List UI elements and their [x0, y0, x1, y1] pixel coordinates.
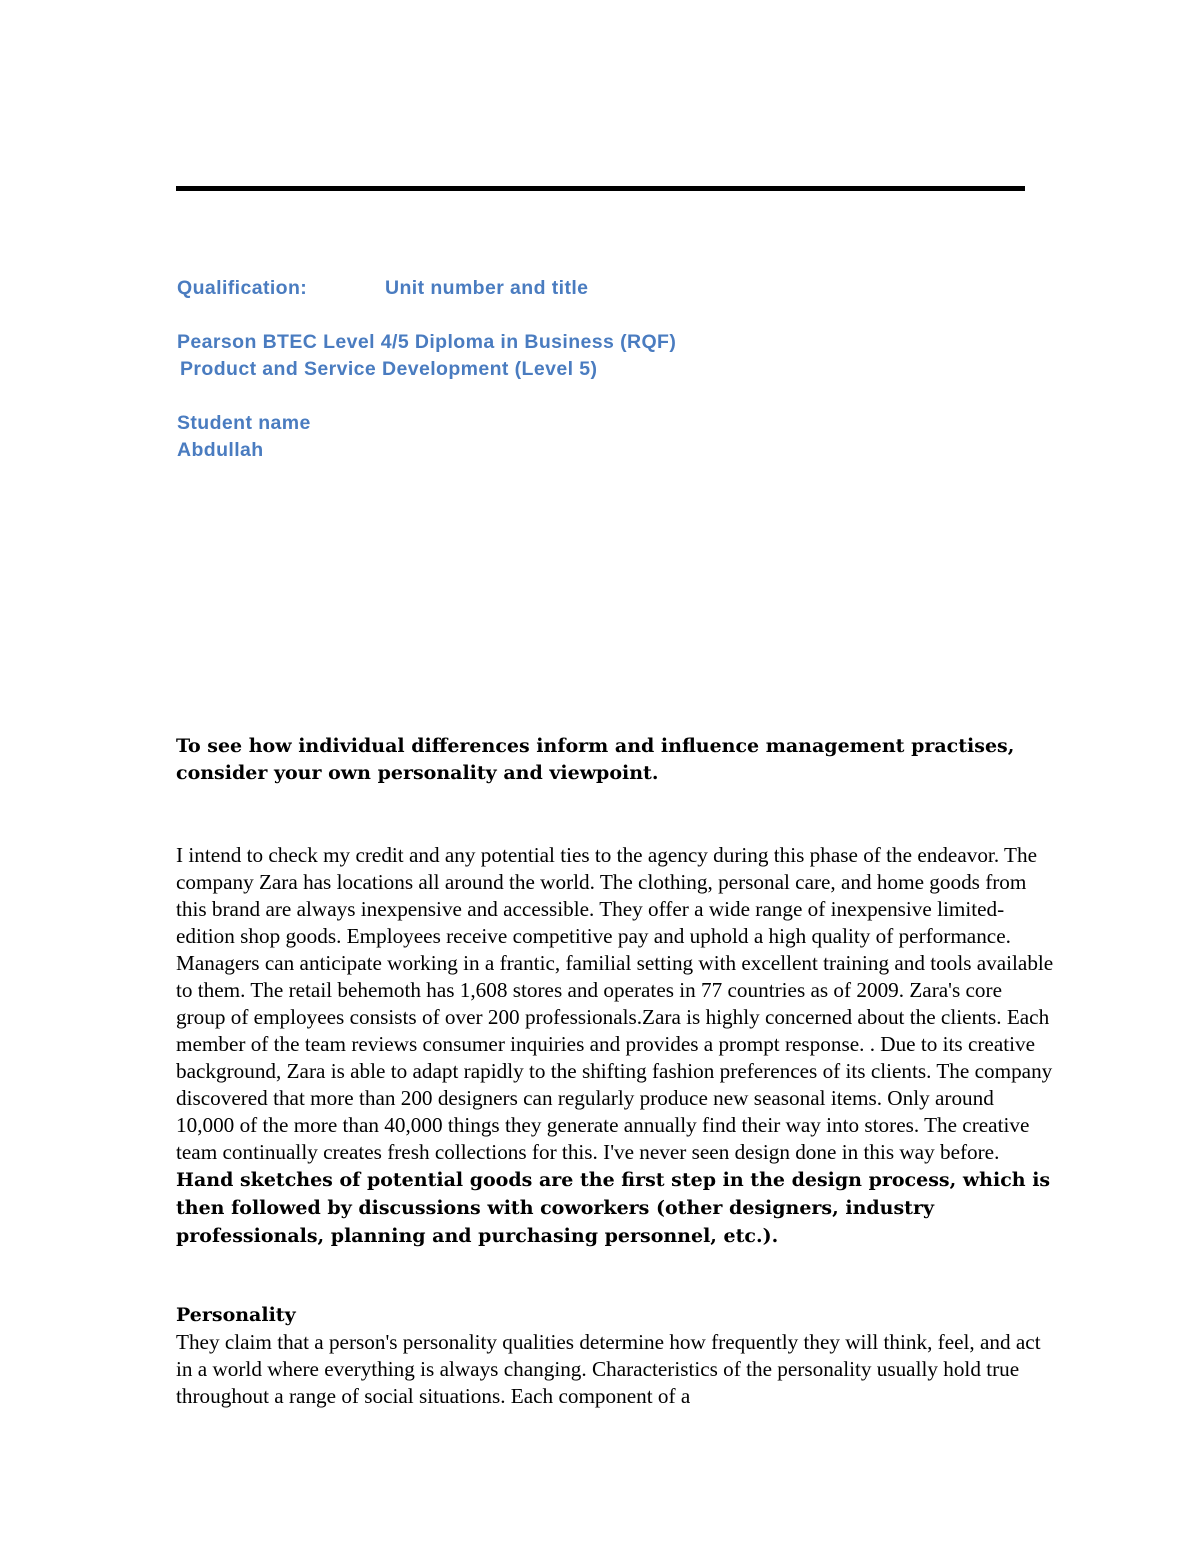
task-heading: To see how individual differences inform and influence management practises, consider your own personality and viewpoint. [176, 735, 1015, 784]
qualification-value: Pearson BTEC Level 4/5 Diploma in Business (RQF) [177, 331, 677, 353]
qualification-label: Qualification: [177, 277, 308, 299]
body-paragraph [176, 842, 1056, 1250]
personality-paragraph: They claim that a person's personality qualities determine how frequently they will think, feel, and act in a world where everything is always changing. Characteristics of the personality usually hold true throughout a range of social situations. Each component of a [176, 1330, 1041, 1408]
student-name-label: Student name [177, 412, 311, 434]
body-paragraph-bold: Hand sketches of potential goods are the first step in the design process, which is then followed by discussions with coworkers (other designers, industry professionals, planning and purchasing personnel, etc.). [176, 1169, 1051, 1247]
unit-label: Unit number and title [385, 277, 589, 299]
personality-heading: Personality [176, 1304, 296, 1326]
student-name: Abdullah [177, 439, 264, 461]
horizontal-rule [176, 186, 1025, 191]
body-paragraph-regular: I intend to check my credit and any potential ties to the agency during this phase of the endeavor. The company Zara has locations all around the world. The clothing, personal care, and home goods from this brand are always inexpensive and accessible. They offer a wide range of inexpensive limited-edition shop goods. Employees receive competitive pay and uphold a high quality of performance. Managers can anticipate working in a frantic, familial setting with excellent training and tools available to them. The retail behemoth has 1,608 stores and operates in 77 countries as of 2009. Zara's core group of employees consists of over 200 professionals.Zara is highly concerned about the clients. Each member of the team reviews consumer inquiries and provides a prompt response. . Due to its creative background, Zara is able to adapt rapidly to the shifting fashion preferences of its clients. The company discovered that more than 200 designers can regularly produce new seasonal items. Only around 10,000 of the more than 40,000 things they generate annually find their way into stores. The creative team continually creates fresh collections for this. I've never seen design done in this way before. [176, 843, 1054, 1164]
unit-value: Product and Service Development (Level 5) [180, 358, 598, 380]
